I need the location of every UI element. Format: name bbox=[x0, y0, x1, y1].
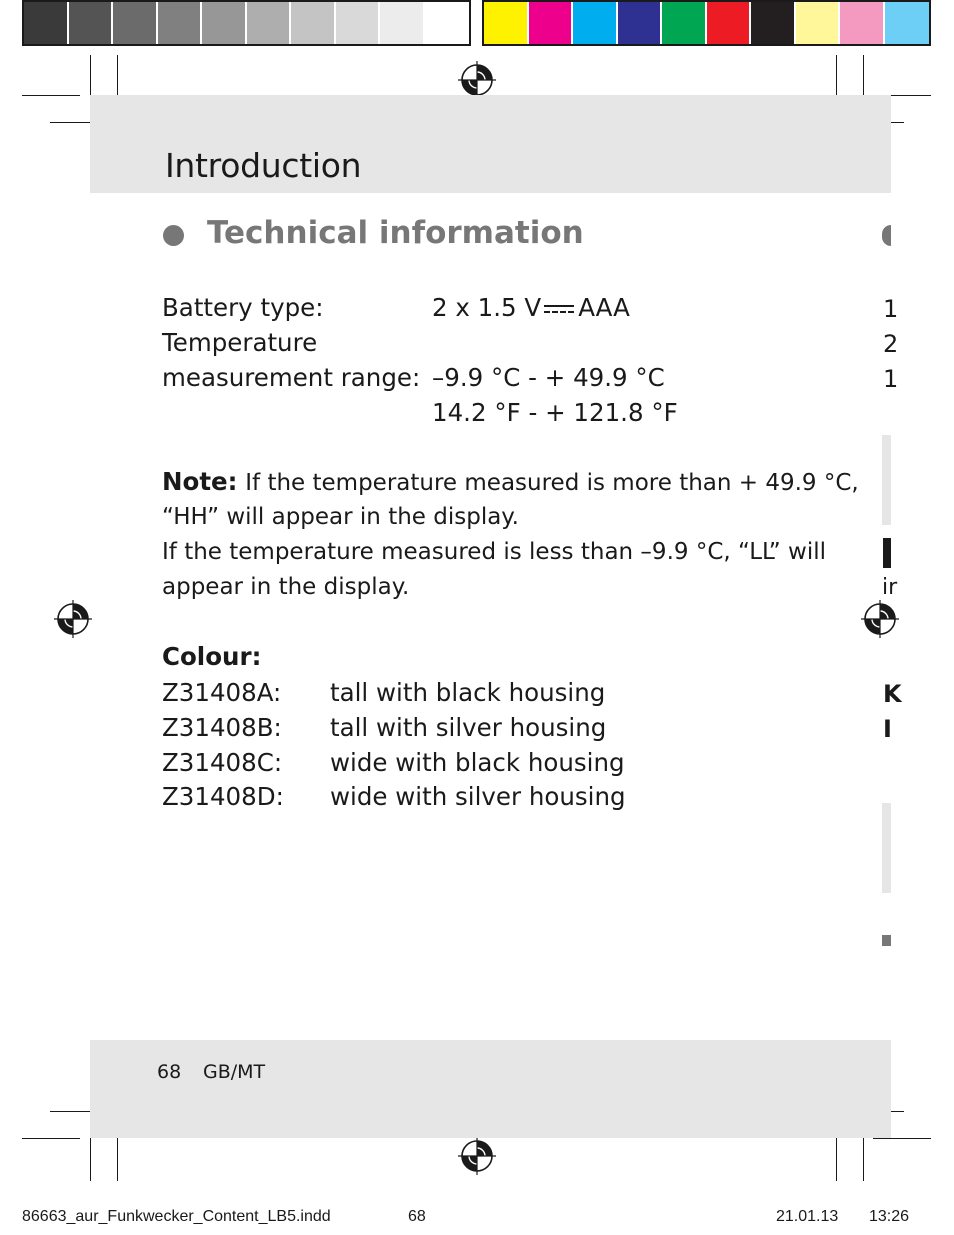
process-colour-swatch bbox=[573, 2, 618, 44]
battery-value-size: AAA bbox=[578, 293, 630, 322]
registration-mark-icon bbox=[54, 600, 92, 638]
note-line1 bbox=[162, 467, 859, 496]
model-description: wide with black housing bbox=[330, 748, 625, 777]
grayscale-swatch bbox=[291, 2, 336, 44]
crop-mark bbox=[117, 1133, 118, 1181]
right-page-heading-fragment bbox=[883, 538, 891, 568]
registration-mark-icon bbox=[861, 600, 899, 638]
right-page-gray-box bbox=[882, 803, 891, 893]
registration-mark-icon bbox=[458, 61, 496, 99]
right-page-gray-box bbox=[882, 435, 891, 525]
page-number: 68 bbox=[157, 1061, 182, 1083]
registration-mark-icon bbox=[458, 1137, 496, 1175]
temperature-label-line1: Temperature bbox=[162, 328, 318, 357]
right-page-fragment: ir bbox=[882, 575, 898, 600]
right-page-fragment: I bbox=[883, 715, 892, 743]
crop-mark bbox=[836, 1133, 837, 1181]
grayscale-swatch bbox=[158, 2, 203, 44]
process-colour-swatch bbox=[618, 2, 663, 44]
note-line3: If the temperature measured is less than –9.9 °C, “LL” will bbox=[162, 539, 827, 565]
right-page-fragment: K bbox=[883, 680, 902, 708]
crop-mark bbox=[90, 1133, 91, 1181]
model-code: Z31408A: bbox=[162, 678, 282, 707]
note-label: Note: bbox=[162, 467, 238, 496]
slug-time: 13:26 bbox=[869, 1208, 910, 1225]
process-colour-swatch bbox=[885, 2, 930, 44]
slug-filename: 86663_aur_Funkwecker_Content_LB5.indd bbox=[22, 1208, 331, 1225]
process-colour-swatch bbox=[796, 2, 841, 44]
process-colour-bar bbox=[482, 0, 931, 46]
bullet-icon bbox=[163, 225, 184, 246]
temperature-range-fahrenheit: 14.2 °F - + 121.8 °F bbox=[432, 398, 678, 427]
process-colour-swatch bbox=[840, 2, 885, 44]
temperature-range-celsius: –9.9 °C - + 49.9 °C bbox=[432, 363, 665, 392]
direct-current-icon bbox=[544, 303, 574, 315]
footer-band bbox=[90, 1040, 891, 1138]
process-colour-swatch bbox=[662, 2, 707, 44]
note-line2: “HH” will appear in the display. bbox=[162, 504, 519, 530]
grayscale-swatch bbox=[202, 2, 247, 44]
model-code: Z31408C: bbox=[162, 748, 283, 777]
model-description: wide with silver housing bbox=[330, 782, 626, 811]
crop-mark bbox=[863, 1133, 864, 1181]
process-colour-swatch bbox=[529, 2, 574, 44]
right-page-square-icon bbox=[882, 935, 891, 946]
battery-value-voltage: 2 x 1.5 V bbox=[432, 293, 542, 322]
crop-mark bbox=[873, 1138, 931, 1139]
right-page-bullet-icon bbox=[882, 225, 891, 246]
section-heading: Technical information bbox=[207, 215, 584, 251]
slug-page: 68 bbox=[408, 1208, 426, 1225]
process-colour-swatch bbox=[484, 2, 529, 44]
grayscale-swatch bbox=[336, 2, 381, 44]
page-title: Introduction bbox=[165, 146, 362, 185]
slug-date: 21.01.13 bbox=[776, 1208, 839, 1225]
battery-label: Battery type: bbox=[162, 293, 324, 322]
crop-mark bbox=[22, 1138, 80, 1139]
grayscale-swatch bbox=[24, 2, 69, 44]
right-page-fragment: 1 bbox=[883, 295, 899, 323]
grayscale-swatch bbox=[69, 2, 114, 44]
grayscale-swatch bbox=[113, 2, 158, 44]
locale-code: GB/MT bbox=[203, 1061, 266, 1083]
model-code: Z31408B: bbox=[162, 713, 282, 742]
note-line4: appear in the display. bbox=[162, 574, 410, 600]
crop-mark bbox=[22, 95, 80, 96]
battery-value bbox=[432, 293, 630, 322]
right-page-fragment: 1 bbox=[883, 365, 899, 393]
grayscale-swatch bbox=[425, 2, 470, 44]
temperature-label-line2: measurement range: bbox=[162, 363, 421, 392]
model-description: tall with silver housing bbox=[330, 713, 607, 742]
grayscale-colour-bar bbox=[22, 0, 471, 46]
grayscale-swatch bbox=[247, 2, 292, 44]
process-colour-swatch bbox=[707, 2, 752, 44]
note-text-line1: If the temperature measured is more than + 49.9 °C, bbox=[245, 470, 859, 496]
grayscale-swatch bbox=[380, 2, 425, 44]
model-code: Z31408D: bbox=[162, 782, 284, 811]
process-colour-swatch bbox=[751, 2, 796, 44]
model-description: tall with black housing bbox=[330, 678, 606, 707]
right-page-fragment: 2 bbox=[883, 330, 899, 358]
colour-label: Colour: bbox=[162, 642, 262, 671]
